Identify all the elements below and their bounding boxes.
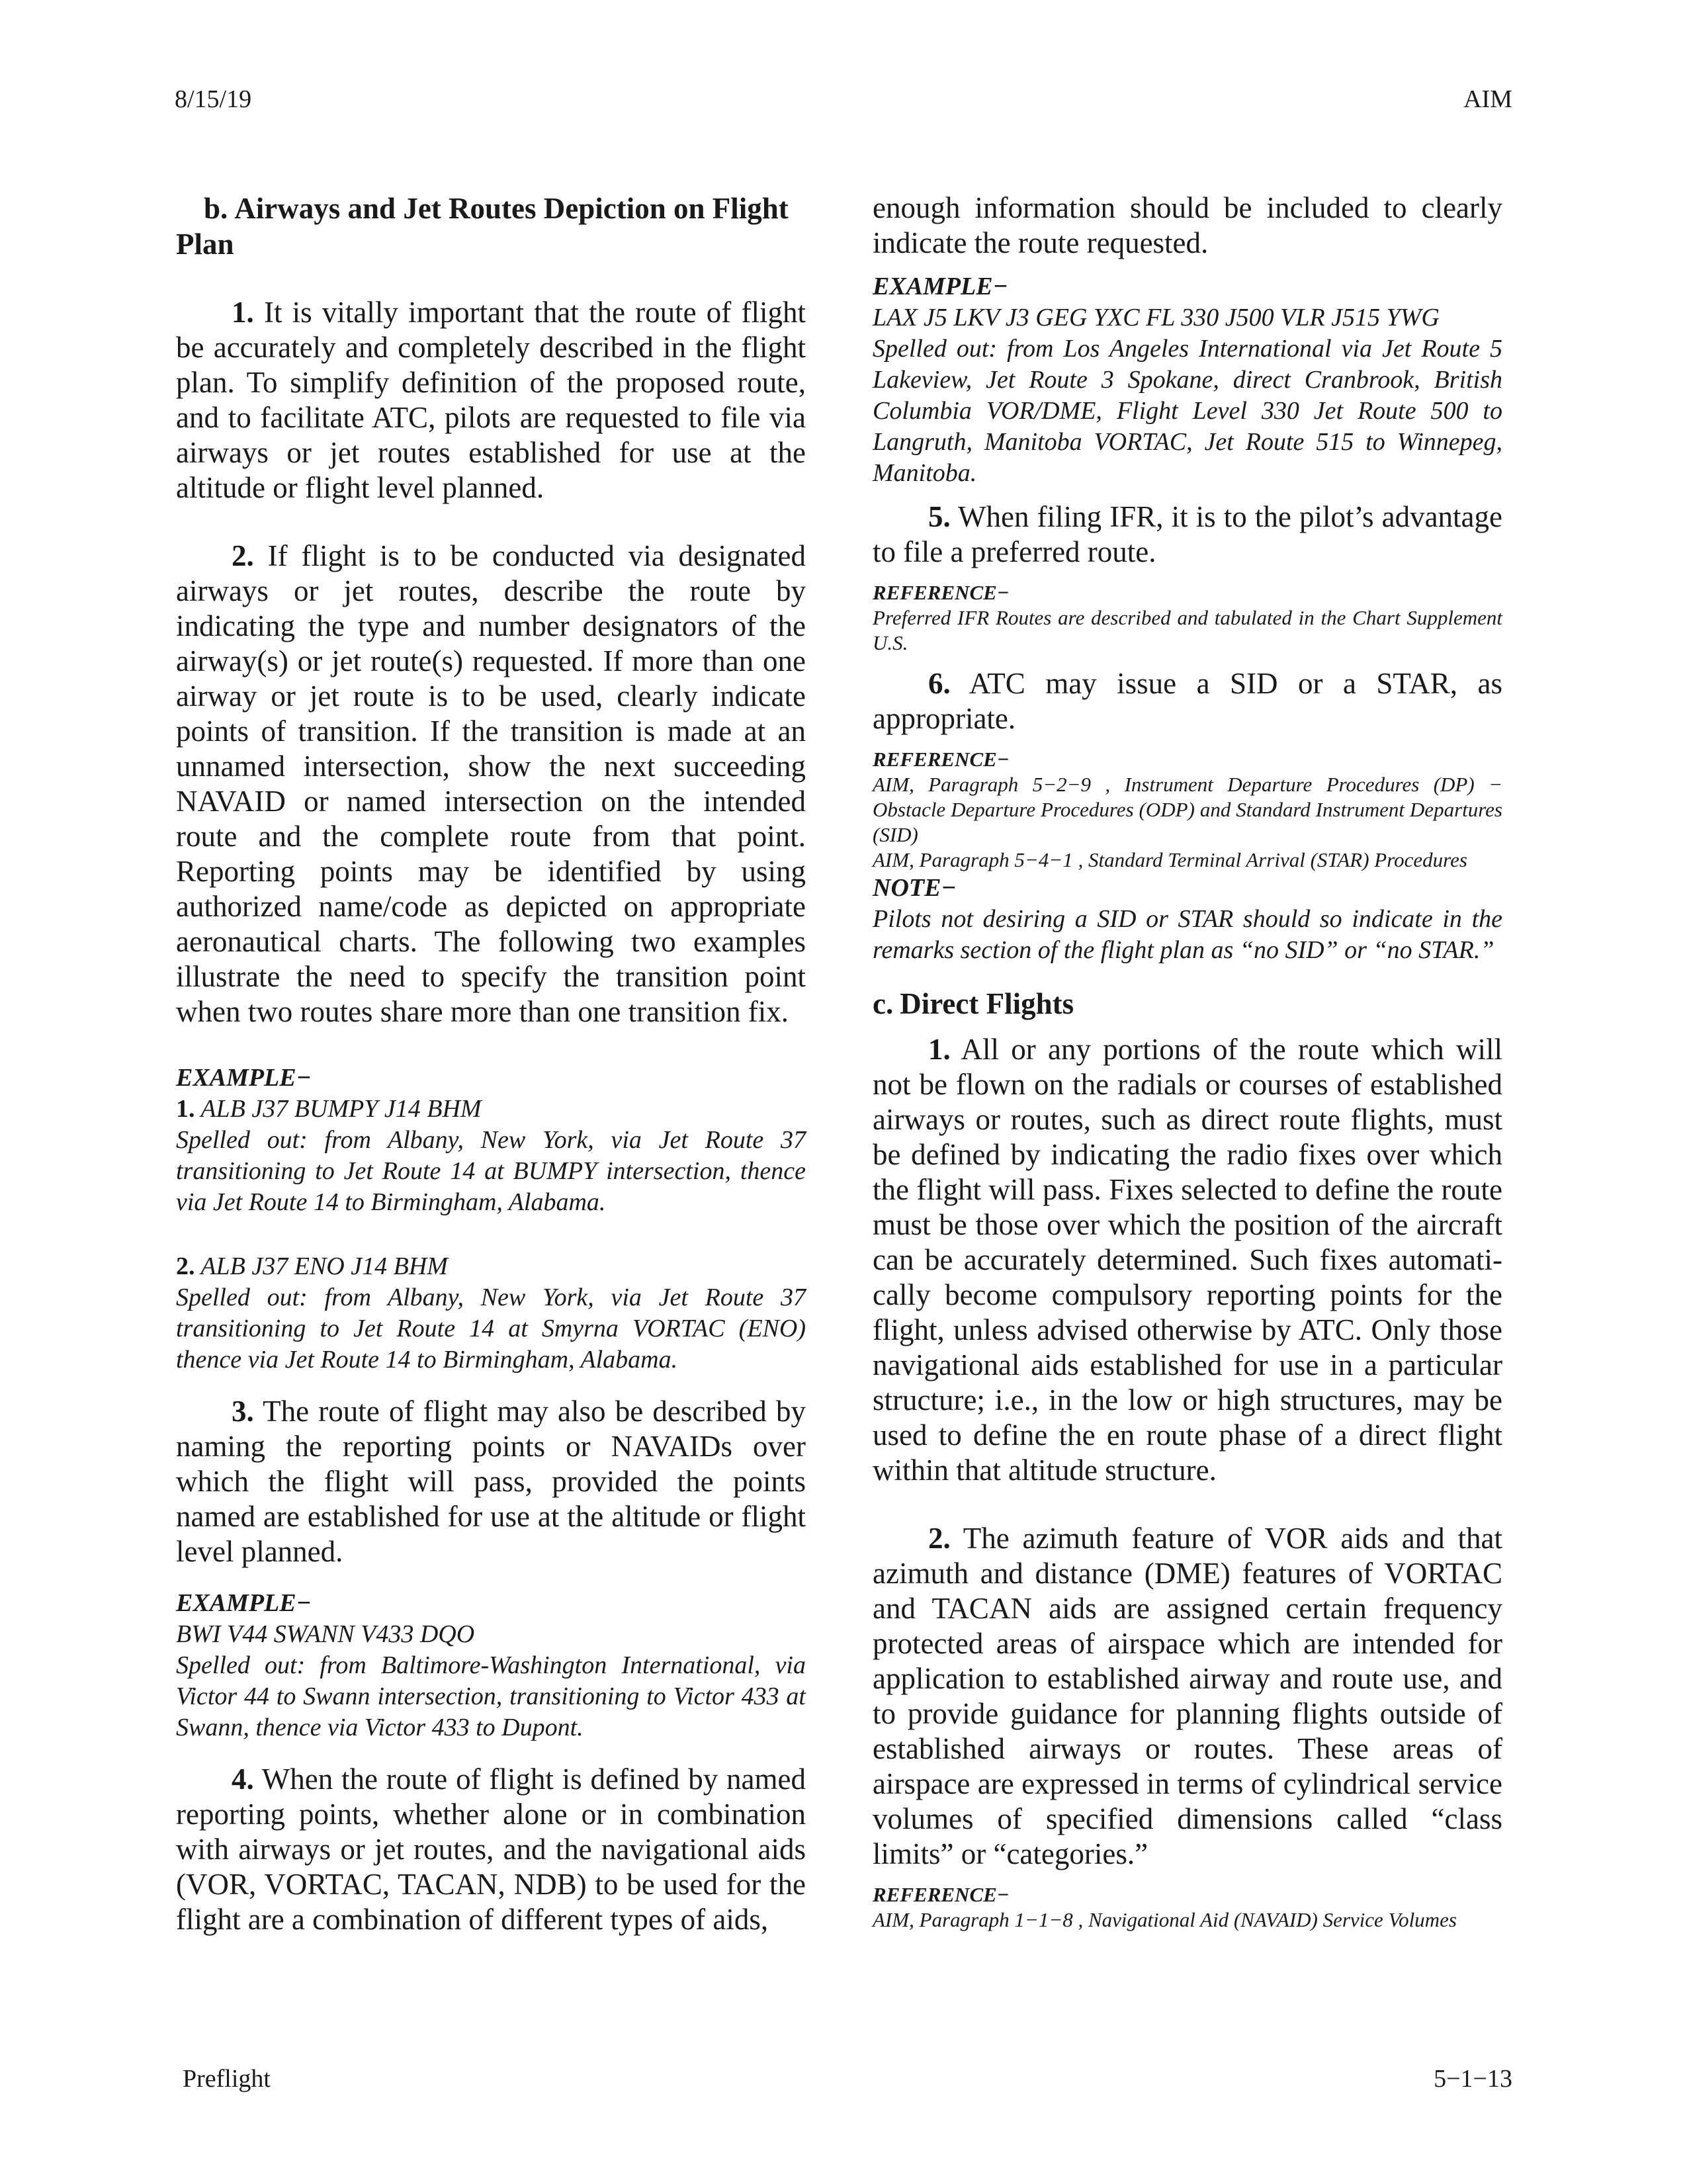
reference-label: REFERENCE− [873,1883,1010,1906]
header-date: 8/15/19 [175,85,252,113]
reference-3-text: AIM, Paragraph 1−1−8 , Navigational Aid (NAVAID) Service Volumes [873,1908,1457,1931]
note-text: Pilots not desiring a SID or STAR should so indicate in the remarks section of the flight plan as “no SID” or “no STAR.” [873,905,1502,964]
section-b-heading: b. Airways and Jet Routes Depiction on Flight Plan [176,192,789,261]
footer-section: Preflight [183,2065,271,2093]
paragraph-b2: 2. If flight is to be conducted via designated airways or jet routes, describe the route by indicating the type and number designators of the airway(s) or jet route(s) requested. If more than one airway or jet route is to be used, clearly indicate points of transition. If the transition is made at an unnamed intersection, show the next succeeding NAVAID or named intersection on the intended route and the complete route from that point. Reporting points may be identified by using authorized name/code as depicted on appropriate aeronautical charts. The following two examples illustrate the need to specify the transition point when two routes share more than one transition fix. [176,539,806,1028]
example-1-route: 1. ALB J37 BUMPY J14 BHM [176,1095,482,1123]
paragraph-b6: 6. ATC may issue a SID or a STAR, as appropriate. [873,667,1502,735]
paragraph-b3: 3. The route of flight may also be described by naming the reporting points or NAVAIDs over which the flight will pass, provided the points named are established for use at the altitude or flight level planned. [176,1395,806,1568]
example-4-spelled-out: Spelled out: from Los Angeles International via Jet Route 5 Lakeview, Jet Route 3 Spokane, direct Cranbrook, British Columbia VOR/DME, Flight Level 330 Jet Route 500 to Langruth, Manitoba VORTAC, Jet Route 515 to Winnepeg, Manitoba. [873,335,1502,487]
section-c-heading: c. Direct Flights [873,987,1074,1020]
example-4-route: LAX J5 LKV J3 GEG YXC FL 330 J500 VLR J515 YWG [873,304,1440,331]
reference-1-text: Preferred IFR Routes are described and tabulated in the Chart Supplement U.S. [873,606,1502,654]
example-label: EXAMPLE− [873,273,1008,300]
note-label: NOTE− [873,874,957,902]
paragraph-b4: 4. When the route of flight is defined by named reporting points, whether alone or in combination with airways or jet routes, and the navigational aids (VOR, VORTAC, TACAN, NDB) to be used for the flight are a combination of different types of aids, [176,1763,806,1936]
paragraph-b1: 1. It is vitally important that the route of flight be accurately and completely described in the flight plan. To simplify definition of the proposed route, and to facilitate ATC, pilots are requested to file via airways or jet routes established for use at the altitude or flight level planned. [176,296,806,504]
example-2-spelled-out: Spelled out: from Albany, New York, via Jet Route 37 transitioning to Jet Route 14 at Smyrna VORTAC (ENO) thence via Jet Route 14 to Birmingham, Alabama. [176,1284,806,1374]
header-doc-title: AIM [1463,85,1512,113]
example-3-spelled-out: Spelled out: from Baltimore-Washington International, via Victor 44 to Swann intersection, transitioning to Victor 433 at Swann, thence via Victor 433 to Dupont. [176,1651,806,1741]
paragraph-b4-continued: enough information should be included to clearly indicate the route requested. [873,191,1502,259]
reference-2-line-1: AIM, Paragraph 5−2−9 , Instrument Departure Procedures (DP) − Obstacle Departure Procedures (ODP) and Standard Instrument Departures (SID) [873,773,1502,846]
reference-label: REFERENCE− [873,748,1010,771]
right-column [873,191,1502,1933]
reference-label: REFERENCE− [873,581,1010,604]
footer-page-number: 5−1−13 [1434,2065,1512,2093]
example-2-route: 2. ALB J37 ENO J14 BHM [176,1252,448,1280]
example-label: EXAMPLE− [176,1589,312,1617]
reference-2-line-2: AIM, Paragraph 5−4−1 , Standard Terminal Arrival (STAR) Procedures [873,848,1467,871]
example-3-route: BWI V44 SWANN V433 DQO [176,1620,475,1648]
paragraph-b5: 5. When filing IFR, it is to the pilot’s advantage to file a preferred route. [873,500,1502,568]
example-label: EXAMPLE− [176,1064,312,1092]
example-1-spelled-out: Spelled out: from Albany, New York, via Jet Route 37 transitioning to Jet Route 14 at BUMPY intersection, thence via Jet Route 14 to Birmingham, Alabama. [176,1126,806,1216]
paragraph-c1: 1. All or any portions of the route which will not be flown on the radials or courses of established airways or routes, such as direct route flights, must be defined by indicating the radio fixes over which the flight will pass. Fixes selected to define the route must be those over which the position of the aircraft can be accurately determined. Such fixes automati-cally become compulsory reporting points for the flight, unless advised otherwise by ATC. Only those navigational aids established for use in a particular structure; i.e., in the low or high structures, may be used to define the en route phase of a direct flight within that altitude structure. [873,1033,1502,1487]
left-column [176,191,806,1937]
paragraph-c2: 2. The azimuth feature of VOR aids and that azimuth and distance (DME) features of VORTAC and TACAN aids are assigned certain frequency protected areas of airspace which are intended for application to established airway and route use, and to provide guidance for planning flights outside of established airways or routes. These areas of airspace are expressed in terms of cylindrical service volumes of specified dimensions called “class limits” or “categories.” [873,1522,1502,1870]
